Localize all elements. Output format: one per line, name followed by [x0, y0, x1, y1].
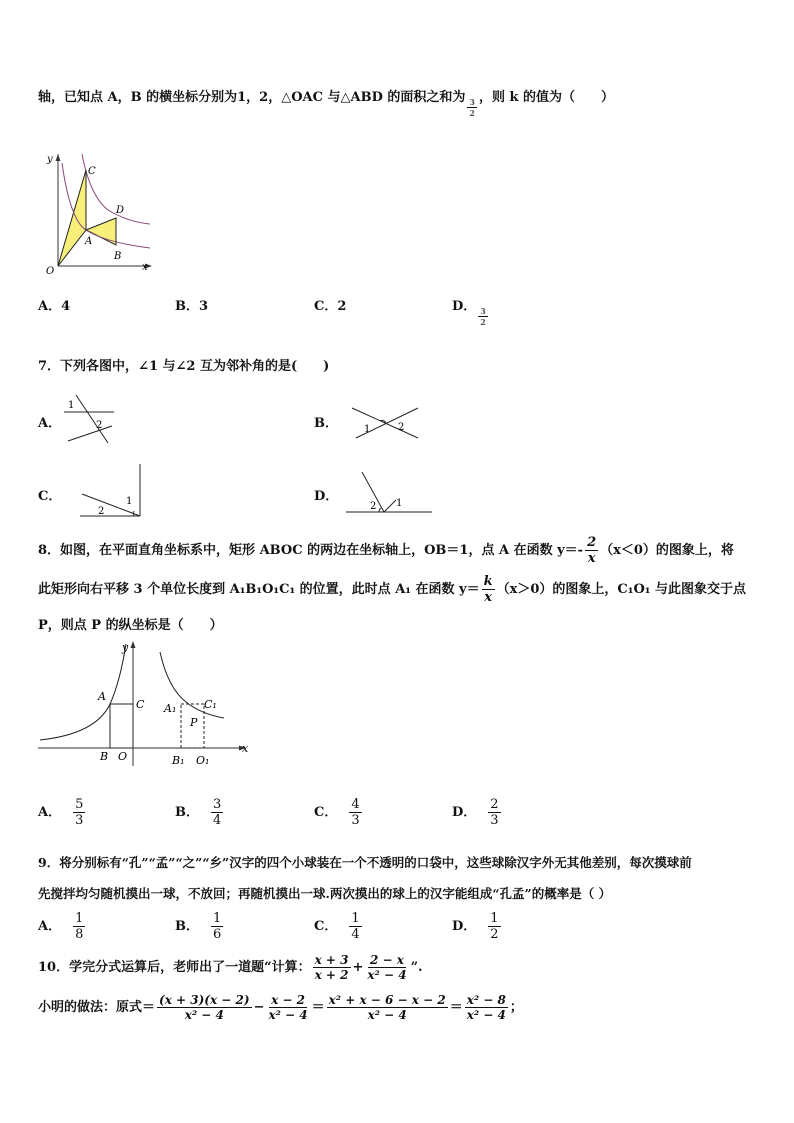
q6-option-b-label: B．	[175, 299, 199, 314]
q6-option-d-den: 2	[480, 317, 486, 327]
q10-eq2: ＝	[449, 1000, 463, 1015]
q9-option-d-fraction	[488, 912, 500, 941]
q10-term1-den: x + 2	[314, 968, 349, 982]
q10-eq1: ＝	[311, 1000, 325, 1015]
q7-option-c-label: C．	[38, 489, 62, 504]
q9-option-b-num: 1	[213, 911, 222, 926]
q10-line1-a: 10．学完分式运算后，老师出了一道题“计算：	[38, 960, 311, 975]
q7-d-angle2: 2	[370, 501, 377, 512]
q6-option-d	[452, 295, 490, 327]
q6-label-a: A	[85, 236, 93, 247]
q9-option-c-fraction	[349, 912, 361, 941]
q6-stem-end: ，则 k 的值为（ ）	[478, 90, 615, 105]
q8-func1-fraction	[585, 536, 598, 565]
q10-step3-den: x² − 4	[367, 1008, 407, 1022]
q10-step4-num: x² − 8	[466, 993, 506, 1007]
q6-option-d-fraction	[478, 307, 488, 326]
q10-step2-den: x² − 4	[268, 1008, 308, 1022]
q7-figure-a	[62, 393, 122, 443]
q10-step3-num: x² + x − 6 − x − 2	[328, 993, 446, 1007]
q6-option-b	[175, 295, 208, 314]
q9-option-b-label: B．	[175, 919, 199, 934]
q8-option-b-label: B．	[175, 805, 199, 820]
q9-option-c	[314, 912, 364, 941]
q6-figure	[38, 148, 158, 278]
q8-func2-num: k	[483, 574, 493, 589]
q6-option-d-num: 3	[480, 306, 486, 316]
q9-option-c-num: 1	[351, 911, 360, 926]
q7-c-angle1: 1	[126, 496, 133, 507]
q9-option-b	[175, 912, 225, 941]
q10-term2-num: 2 − x	[370, 953, 404, 967]
q8-option-a-label: A．	[38, 805, 62, 820]
q8-label-a: A	[98, 690, 106, 703]
q8-option-d-den: 3	[490, 813, 499, 828]
q6-label-o: O	[46, 266, 55, 277]
q10-step1-den: x² − 4	[184, 1008, 224, 1022]
q8-option-b-num: 3	[213, 797, 222, 812]
q8-option-b-fraction	[211, 798, 223, 827]
q6-label-c: C	[88, 166, 96, 177]
q6-triangle-oac	[58, 170, 86, 266]
q8-label-o1: O₁	[196, 754, 210, 767]
q7-a-angle1: 1	[68, 400, 75, 411]
q10-step4-den: x² − 4	[466, 1008, 506, 1022]
q6-stem-fraction	[467, 98, 477, 117]
q6-option-c	[314, 295, 346, 314]
q8-option-d-fraction	[488, 798, 500, 827]
q9-option-a-label: A．	[38, 919, 62, 934]
q8-option-b-den: 4	[213, 813, 222, 828]
q8-option-a-fraction	[73, 798, 85, 827]
q8-option-c	[314, 798, 364, 827]
q9-option-d	[452, 912, 503, 941]
q8-option-a	[38, 798, 87, 827]
q9-option-d-den: 2	[490, 927, 499, 942]
q8-option-c-num: 4	[351, 797, 360, 812]
q9-option-b-den: 6	[213, 927, 222, 942]
q8-label-o: O	[118, 750, 128, 763]
q10-step1	[157, 994, 252, 1021]
q9-option-d-label: D．	[452, 919, 477, 934]
q7-stem: 7．下列各图中，∠1 与∠2 互为邻补角的是( )	[38, 359, 330, 374]
q8-option-d	[452, 798, 503, 827]
q8-option-a-den: 3	[75, 813, 84, 828]
q8-label-b1: B₁	[172, 754, 185, 767]
q8-rect-aboc	[110, 704, 133, 748]
q9-option-a-den: 8	[75, 927, 84, 942]
q8-func2-den: x	[484, 590, 492, 605]
q10-step2-num: x − 2	[271, 993, 306, 1007]
q6-stem-text: 轴，已知点 A，B 的横坐标分别为1，2，△OAC 与△ABD 的面积之和为	[38, 90, 466, 105]
q6-option-d-label: D．	[452, 299, 477, 314]
q9-option-a-num: 1	[75, 911, 84, 926]
q10-step4	[465, 994, 508, 1021]
q8-line1-b: （x＜0）的图象上，将	[600, 543, 734, 558]
q6-option-a	[38, 295, 70, 314]
q10-line2-a: 小明的做法：原式＝	[38, 1000, 156, 1015]
q10-plus: +	[352, 960, 364, 975]
q7-option-b-label: B．	[314, 416, 338, 431]
q10-stem-line2	[38, 994, 523, 1021]
q8-line1-a: 8．如图，在平面直角坐标系中，矩形 ABOC 的两边在坐标轴上，OB＝1，点 A 在函数 y＝-	[38, 543, 584, 558]
q8-label-c1: C₁	[204, 698, 217, 711]
q6-option-c-text: 2	[337, 299, 347, 314]
q10-line2-b: ；	[509, 1000, 523, 1015]
q8-option-c-fraction	[349, 798, 361, 827]
q9-option-d-num: 1	[490, 911, 499, 926]
q9-option-b-fraction	[211, 912, 223, 941]
q8-option-a-num: 5	[75, 797, 84, 812]
q8-label-a1: A₁	[164, 702, 177, 715]
q8-func1-num: 2	[587, 535, 597, 550]
q9-option-a-fraction	[73, 912, 85, 941]
q6-stem	[38, 86, 615, 118]
q8-line2-b: （x＞0）的图象上，C₁O₁ 与此图象交于点	[496, 582, 746, 597]
q8-label-p: P	[190, 716, 198, 729]
q6-frac-num: 3	[469, 97, 475, 107]
q6-option-a-label: A．	[38, 299, 62, 314]
q10-step2	[266, 994, 309, 1021]
q7-a-angle2: 2	[96, 420, 103, 431]
q8-stem-line2	[38, 575, 746, 604]
q8-label-b: B	[100, 750, 109, 763]
q8-option-c-den: 3	[351, 813, 360, 828]
q9-stem-line1: 9．将分别标有“孔”“孟”“之”“乡”汉字的四个小球装在一个不透明的口袋中，这些球除汉字外无其他差别，每次摸球前	[38, 855, 692, 870]
q6-label-y: y	[47, 154, 53, 165]
q10-minus: −	[253, 1000, 265, 1015]
q10-stem-line1	[38, 954, 423, 981]
q7-b-angle2: 2	[398, 422, 405, 433]
q8-label-x: x	[242, 742, 249, 755]
q8-func1-den: x	[587, 551, 596, 566]
q10-step1-num: (x + 3)(x − 2)	[159, 993, 250, 1007]
q10-term2-den: x² − 4	[367, 968, 407, 982]
q10-term1	[313, 954, 351, 981]
q7-figure-d	[344, 470, 434, 516]
q8-figure	[36, 638, 256, 770]
q8-stem-line3: P，则点 P 的纵坐标是（ ）	[38, 618, 223, 633]
q8-option-c-label: C．	[314, 805, 338, 820]
q7-figure-c	[78, 462, 146, 520]
q8-stem-line1	[38, 536, 734, 565]
q8-func2-fraction	[482, 575, 495, 604]
q10-term2	[365, 954, 408, 981]
q6-option-b-text: 3	[199, 299, 209, 314]
q7-b-angle1: 1	[364, 424, 371, 435]
q10-line1-b: ”.	[410, 960, 423, 975]
q9-option-a	[38, 912, 87, 941]
q6-option-c-label: C．	[314, 299, 338, 314]
q6-option-a-text: 4	[61, 299, 71, 314]
q6-frac-den: 2	[469, 108, 475, 118]
q8-option-d-num: 2	[490, 797, 499, 812]
q9-option-c-label: C．	[314, 919, 338, 934]
q8-label-c: C	[136, 698, 145, 711]
q10-term1-num: x + 3	[314, 953, 349, 967]
q7-d-angle1: 1	[396, 498, 403, 509]
q7-option-a-label: A．	[38, 416, 62, 431]
q9-stem-line2: 先搅拌均匀随机摸出一球，不放回；再随机摸出一球.两次摸出的球上的汉字能组成“孔孟”的概率是（ ）	[38, 886, 612, 901]
q8-label-y: y	[122, 641, 129, 654]
q6-label-d: D	[116, 205, 125, 216]
q7-figure-b	[350, 404, 422, 440]
q7-c-angle2: 2	[98, 506, 105, 517]
q8-option-d-label: D．	[452, 805, 477, 820]
q6-label-b: B	[114, 251, 122, 262]
q10-step3	[327, 994, 448, 1021]
q9-option-c-den: 4	[351, 927, 360, 942]
q7-option-d-label: D．	[314, 489, 339, 504]
q6-label-x: x	[142, 262, 148, 273]
q8-option-b	[175, 798, 225, 827]
q8-line2-a: 此矩形向右平移 3 个单位长度到 A₁B₁O₁C₁ 的位置，此时点 A₁ 在函数 y＝	[38, 582, 480, 597]
